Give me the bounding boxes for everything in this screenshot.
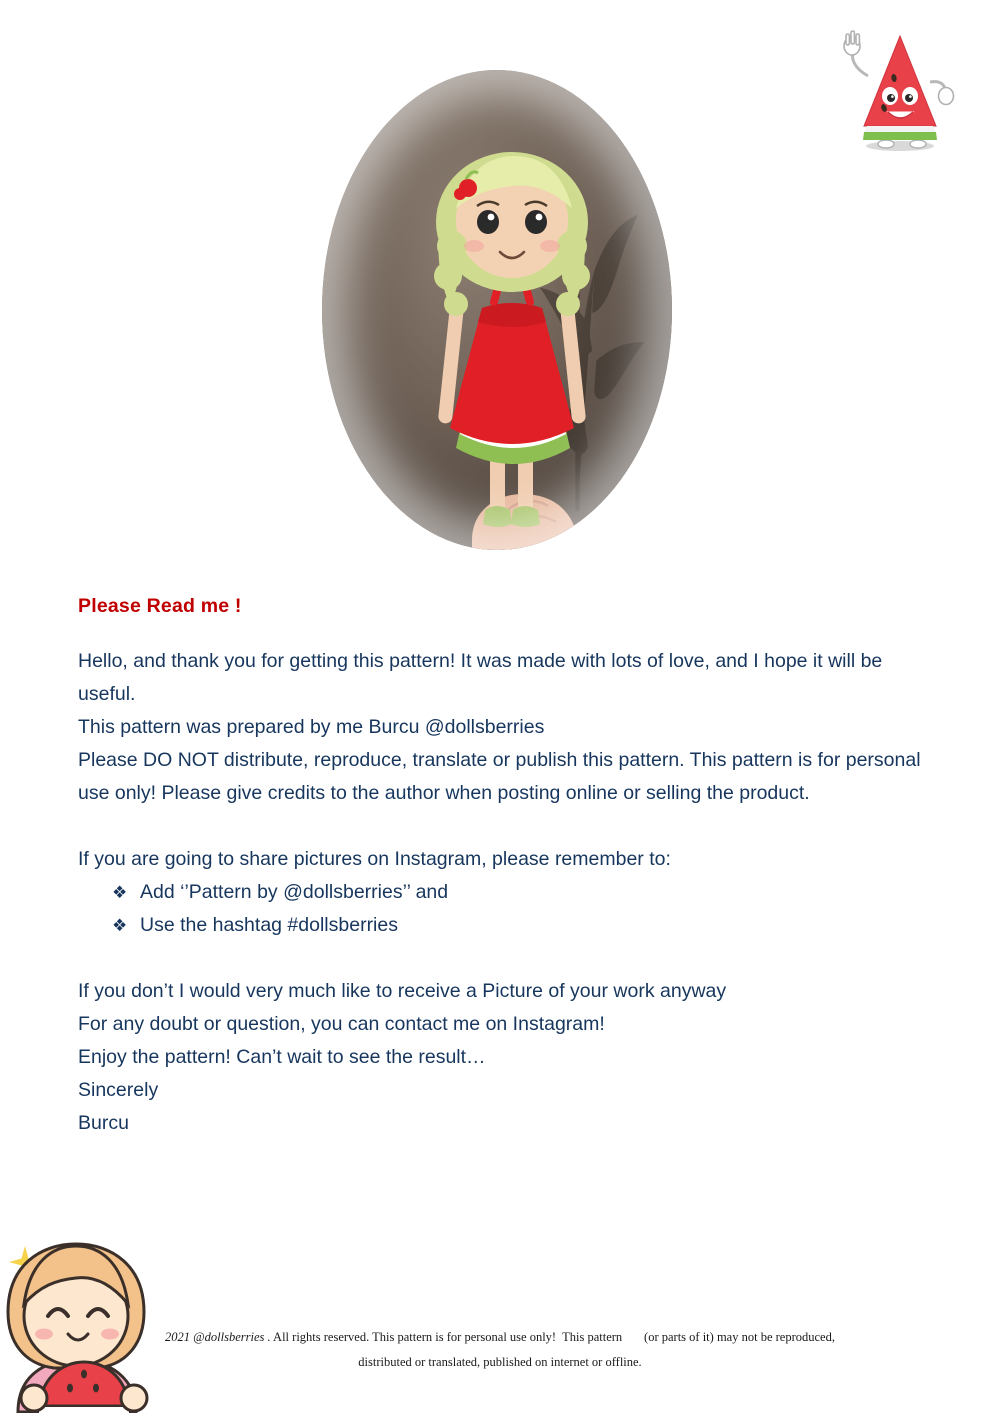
closing-line-3: Enjoy the pattern! Can’t wait to see the result…: [78, 1046, 486, 1068]
list-item-label: Add ‘’Pattern by @dollsberries’’ and: [140, 881, 449, 903]
instagram-bullet-list: [78, 876, 938, 942]
footer-rights-text: All rights reserved. This pattern is for personal use only! This pattern (or parts of it) may not be reproduced,: [270, 1330, 835, 1344]
instagram-intro: If you are going to share pictures on Instagram, please remember to:: [78, 848, 671, 870]
closing-line-4: Sincerely: [78, 1079, 159, 1101]
license-paragraph: Please DO NOT distribute, reproduce, translate or publish this pattern. This pattern is for personal use only! Please give credits to the author when posting online or selling the product.: [78, 749, 921, 804]
spacer: [78, 942, 938, 975]
closing-line-2: For any doubt or question, you can contact me on Instagram!: [78, 1013, 605, 1035]
footer: [0, 1325, 1000, 1375]
list-item: [112, 876, 938, 909]
author-paragraph: This pattern was prepared by me Burcu @dollsberries: [78, 716, 545, 738]
footer-line-2: distributed or translated, published on internet or offline.: [358, 1355, 642, 1369]
list-item: [112, 909, 938, 942]
closing-line-1: If you don’t I would very much like to receive a Picture of your work anyway: [78, 980, 727, 1002]
intro-paragraph: Hello, and thank you for getting this pattern! It was made with lots of love, and I hope it will be useful.: [78, 650, 883, 705]
footer-copyright: 2021 @dollsberries .: [165, 1330, 271, 1344]
list-item-label: Use the hashtag #dollsberries: [140, 914, 398, 936]
page-title: Please Read me !: [78, 595, 242, 617]
doll-photo: [322, 70, 672, 550]
diamond-bullet-icon: ❖: [112, 916, 128, 935]
document-body: [78, 590, 938, 1140]
footer-line-1: [0, 1325, 1000, 1350]
watermelon-mascot-top: [838, 22, 958, 152]
diamond-bullet-icon: ❖: [112, 883, 128, 902]
spacer: [78, 810, 938, 843]
signature: Burcu: [78, 1112, 129, 1134]
